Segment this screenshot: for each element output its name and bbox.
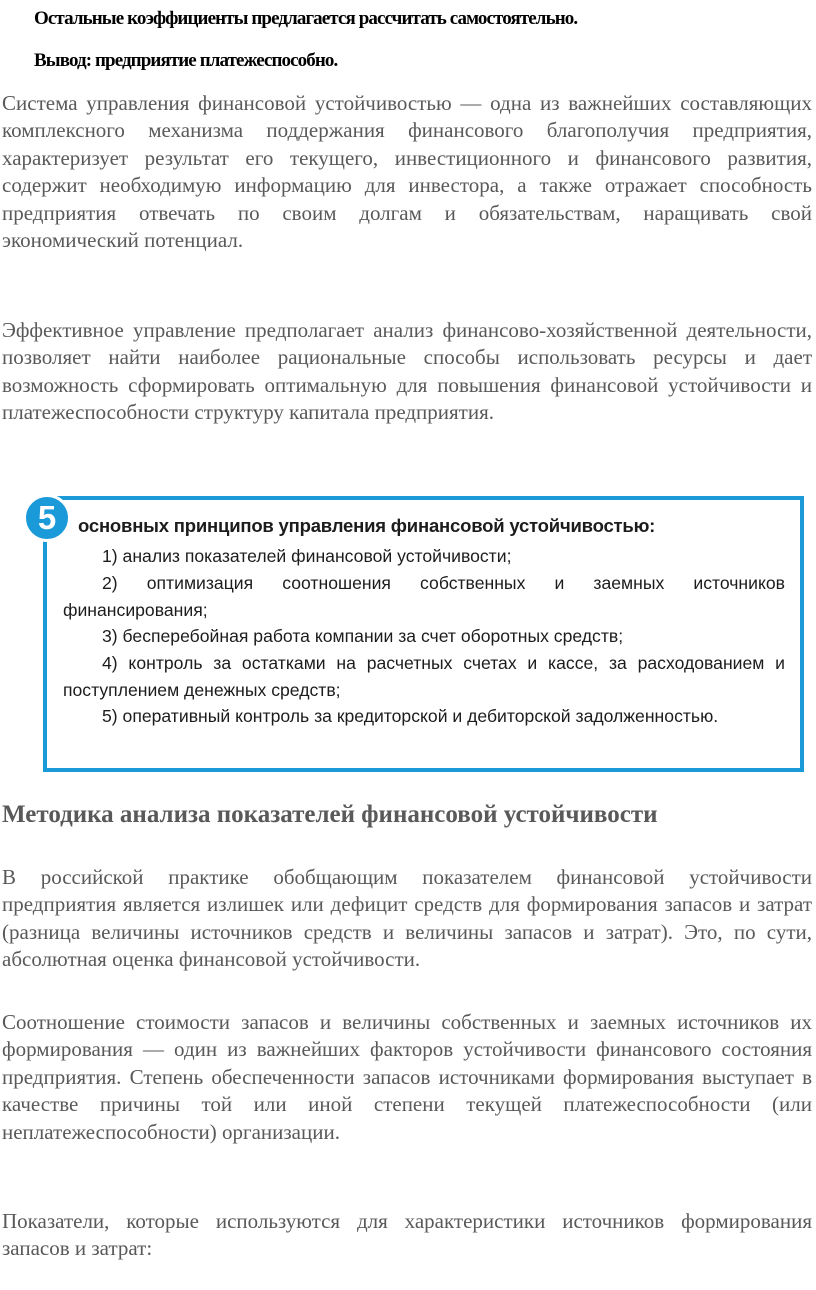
paragraph-financial-stability-system: Система управления финансовой устойчивостью — одна из важнейших составляющих комплексного механизма поддержания финансового благополучия предприятия, характеризует результат его текущего, инвестиционного и финансового развития, содержит необходимую информацию для инвестора, а также отражает способность предприятия отвечать по своим долгам и обязательствам, наращивать свой экономический потенциал.: [2, 91, 812, 253]
paragraph-inventory-ratio: Соотношение стоимости запасов и величины собственных и заемных источников их формирования — один из важнейших факторов устойчивости финансового состояния предприятия. Степень обеспеченности запасов источниками формирования выступает в качестве причины той или иной степени текущей платежеспособности (или неплатежеспособности) организации.: [2, 1010, 812, 1144]
paragraph-indicators-intro: Показатели, которые используются для характеристики источников формирования запасов и затрат:: [2, 1209, 812, 1261]
principles-box-title: основных принципов управления финансовой устойчивостью:: [78, 515, 656, 536]
principle-item-3: 3) бесперебойная работа компании за счет оборотных средств;: [102, 626, 624, 646]
section-heading: Методика анализа показателей финансовой устойчивости: [2, 801, 658, 828]
principle-item-2: 2) оптимизация соотношения собственных и заемных источников финансирования;: [63, 573, 785, 620]
paragraph-russian-practice: В российской практике обобщающим показателем финансовой устойчивости предприятия является излишек или дефицит средств для формирования запасов и затрат (разница величины источников средств и величины запасов и затрат). Это, по сути, абсолютная оценка финансовой устойчивости.: [2, 865, 812, 972]
remaining-coefficients-note: Остальные коэффициенты предлагается рассчитать самостоятельно.: [34, 8, 578, 29]
principle-item-4: 4) контроль за остатками на расчетных счетах и кассе, за расходованием и поступлением денежных средств;: [63, 653, 785, 700]
principle-item-1: 1) анализ показателей финансовой устойчивости;: [102, 546, 512, 566]
principles-count-badge: 5: [23, 494, 71, 542]
conclusion-note: Вывод: предприятие платежеспособно.: [34, 50, 338, 71]
paragraph-effective-management: Эффективное управление предполагает анализ финансово-хозяйственной деятельности, позволяет найти наиболее рациональные способы использовать ресурсы и дает возможность сформировать оптимальную для повышения финансовой устойчивости и платежеспособности структуру капитала предприятия.: [2, 318, 812, 425]
principle-item-5: 5) оперативный контроль за кредиторской и дебиторской задолженностью.: [102, 706, 719, 726]
